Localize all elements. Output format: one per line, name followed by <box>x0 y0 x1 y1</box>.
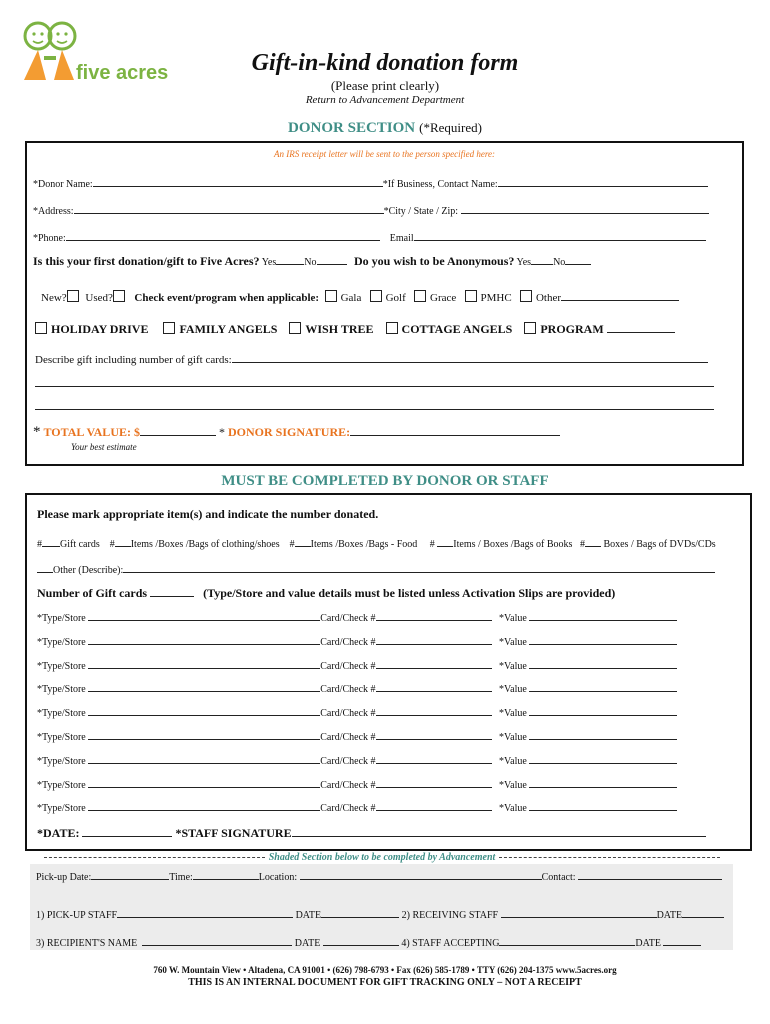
value-field[interactable] <box>529 633 677 645</box>
pickup-staff-field[interactable] <box>117 906 293 918</box>
donor-name-row: *Donor Name: *If Business, Contact Name: <box>33 175 708 190</box>
type-store-field[interactable] <box>88 704 320 716</box>
value-field[interactable] <box>529 657 677 669</box>
food-count[interactable] <box>295 535 311 547</box>
first-no-field[interactable] <box>317 253 347 265</box>
pickup-row: Pick-up Date: Time: Location: Contact: <box>36 868 722 883</box>
advancement-section <box>30 864 733 950</box>
type-store-field[interactable] <box>88 609 320 621</box>
value-field[interactable] <box>529 752 677 764</box>
footer-notice: THIS IS AN INTERNAL DOCUMENT FOR GIFT TRACKING ONLY – NOT A RECEIPT <box>188 977 582 988</box>
describe-row: Describe gift including number of gift cards: <box>35 351 708 366</box>
city-state-zip-field[interactable] <box>461 202 709 214</box>
address-row: *Address: *City / State / Zip: <box>33 202 709 217</box>
total-value-field[interactable] <box>140 424 216 436</box>
other-count[interactable] <box>37 561 53 573</box>
instruction: Please mark appropriate item(s) and indicate the number donated. <box>37 507 379 521</box>
donor-name-field[interactable] <box>93 175 383 187</box>
card-check-field[interactable] <box>376 704 492 716</box>
holiday-drive-checkbox[interactable] <box>35 322 47 334</box>
type-store-field[interactable] <box>88 728 320 740</box>
phone-field[interactable] <box>66 229 380 241</box>
other-row: Other (Describe): <box>37 561 715 576</box>
contact-field[interactable] <box>578 868 722 880</box>
contact-name-field[interactable] <box>498 175 708 187</box>
recipient-name-field[interactable] <box>142 934 292 946</box>
type-store-field[interactable] <box>88 680 320 692</box>
gift-cards-row: Number of Gift cards (Type/Store and value details must be listed unless Activation Slips are provided) <box>37 586 616 600</box>
value-field[interactable] <box>529 609 677 621</box>
page-title: Gift-in-kind donation form <box>251 50 519 76</box>
pickup-staff-row: 1) PICK-UP STAFF DATE 2) RECEIVING STAFF DATE <box>36 906 724 921</box>
logo-text: five acres <box>76 62 169 84</box>
card-check-field[interactable] <box>376 752 492 764</box>
value-field[interactable] <box>529 728 677 740</box>
card-check-field[interactable] <box>376 680 492 692</box>
recipient-row: 3) RECIPIENT'S NAME DATE 4) STAFF ACCEPTING DATE <box>36 934 701 949</box>
used-checkbox[interactable] <box>113 290 125 302</box>
pickup-staff-date-field[interactable] <box>321 906 399 918</box>
describe-line-3[interactable] <box>35 409 714 410</box>
value-field[interactable] <box>529 776 677 788</box>
gift-card-row: *Type/Store Card/Check # *Value <box>37 799 677 814</box>
value-field[interactable] <box>529 704 677 716</box>
type-store-field[interactable] <box>88 776 320 788</box>
dvds-count[interactable] <box>585 535 601 547</box>
gala-checkbox[interactable] <box>325 290 337 302</box>
items-row: # Gift cards # Items /Boxes /Bags of clothing/shoes # Items /Boxes /Bags - Food # Items / Boxes /Bags of Books # Boxes / Bags of DVDs/CDs <box>37 535 716 550</box>
card-check-field[interactable] <box>376 657 492 669</box>
irs-note: An IRS receipt letter will be sent to the person specified here: <box>273 149 496 159</box>
phone-row: *Phone: Email <box>33 229 706 244</box>
time-field[interactable] <box>193 868 259 880</box>
grace-checkbox[interactable] <box>414 290 426 302</box>
donor-section-heading: DONOR SECTION (*Required) <box>288 120 482 136</box>
recipient-date-field[interactable] <box>323 934 399 946</box>
return-note: Return to Advancement Department <box>305 94 465 106</box>
other-event-field[interactable] <box>561 289 679 301</box>
cottage-angels-checkbox[interactable] <box>386 322 398 334</box>
gift-card-row: *Type/Store Card/Check # *Value <box>37 704 677 719</box>
clothing-count[interactable] <box>115 535 131 547</box>
date-field[interactable] <box>82 825 172 837</box>
type-store-field[interactable] <box>88 752 320 764</box>
receiving-staff-field[interactable] <box>501 906 657 918</box>
type-store-field[interactable] <box>88 633 320 645</box>
value-field[interactable] <box>529 799 677 811</box>
must-section-heading: MUST BE COMPLETED BY DONOR OR STAFF <box>221 473 549 489</box>
best-estimate: Your best estimate <box>71 442 137 452</box>
describe-line-2[interactable] <box>35 386 714 387</box>
card-check-field[interactable] <box>376 776 492 788</box>
pickup-date-field[interactable] <box>91 868 169 880</box>
family-angels-checkbox[interactable] <box>163 322 175 334</box>
gift-card-row: *Type/Store Card/Check # *Value <box>37 657 677 672</box>
golf-checkbox[interactable] <box>370 290 382 302</box>
first-donation-row: Is this your first donation/gift to Five Acres? Yes No Do you wish to be Anonymous? Yes No <box>33 253 591 269</box>
gift-card-row: *Type/Store Card/Check # *Value <box>37 728 677 743</box>
gift-card-row: *Type/Store Card/Check # *Value <box>37 633 677 648</box>
receiving-staff-date-field[interactable] <box>682 906 724 918</box>
anon-yes-field[interactable] <box>531 253 553 265</box>
num-gift-cards-field[interactable] <box>150 585 194 597</box>
must-section-box <box>25 493 752 851</box>
footer-address: 760 W. Mountain View • Altadena, CA 91001 • (626) 798-6793 • Fax (626) 585-1789 • TTY (626) 204-1375 www.5acres.org <box>153 965 617 975</box>
location-field[interactable] <box>300 868 542 880</box>
new-checkbox[interactable] <box>67 290 79 302</box>
staff-accepting-field[interactable] <box>499 934 635 946</box>
donor-section-box <box>25 141 744 466</box>
value-field[interactable] <box>529 680 677 692</box>
books-count[interactable] <box>437 535 453 547</box>
total-row: * TOTAL VALUE: $ * DONOR SIGNATURE: <box>33 424 560 441</box>
first-yes-field[interactable] <box>276 253 304 265</box>
wish-tree-checkbox[interactable] <box>289 322 301 334</box>
gift-card-row: *Type/Store Card/Check # *Value <box>37 776 677 791</box>
describe-field[interactable] <box>232 351 708 363</box>
anon-no-field[interactable] <box>565 253 591 265</box>
card-check-field[interactable] <box>376 633 492 645</box>
staff-signature-field[interactable] <box>292 825 706 837</box>
pmhc-checkbox[interactable] <box>465 290 477 302</box>
gift-card-row: *Type/Store Card/Check # *Value <box>37 752 677 767</box>
program-checkbox[interactable] <box>524 322 536 334</box>
gift-cards-count[interactable] <box>42 535 60 547</box>
subtitle: (Please print clearly) <box>330 78 440 93</box>
type-store-field[interactable] <box>88 799 320 811</box>
email-field[interactable] <box>414 229 706 241</box>
type-store-field[interactable] <box>88 657 320 669</box>
advancement-divider: Shaded Section below to be completed by Advancement <box>44 852 720 863</box>
program-field[interactable] <box>607 321 675 333</box>
donor-signature-field[interactable] <box>350 424 560 436</box>
program-row: HOLIDAY DRIVE FAMILY ANGELS WISH TREE COTTAGE ANGELS PROGRAM <box>35 321 675 337</box>
date-signature-row: *DATE: *STAFF SIGNATURE <box>37 825 706 841</box>
gift-card-row: *Type/Store Card/Check # *Value <box>37 680 677 695</box>
staff-accepting-date-field[interactable] <box>663 934 701 946</box>
event-row: New? Used? Check event/program when applicable: Gala Golf Grace PMHC Other <box>41 289 679 304</box>
card-check-field[interactable] <box>376 728 492 740</box>
gift-card-row: *Type/Store Card/Check # *Value <box>37 609 677 624</box>
address-field[interactable] <box>74 202 384 214</box>
card-check-field[interactable] <box>376 799 492 811</box>
other-describe-field[interactable] <box>123 561 715 573</box>
other-checkbox[interactable] <box>520 290 532 302</box>
card-check-field[interactable] <box>376 609 492 621</box>
